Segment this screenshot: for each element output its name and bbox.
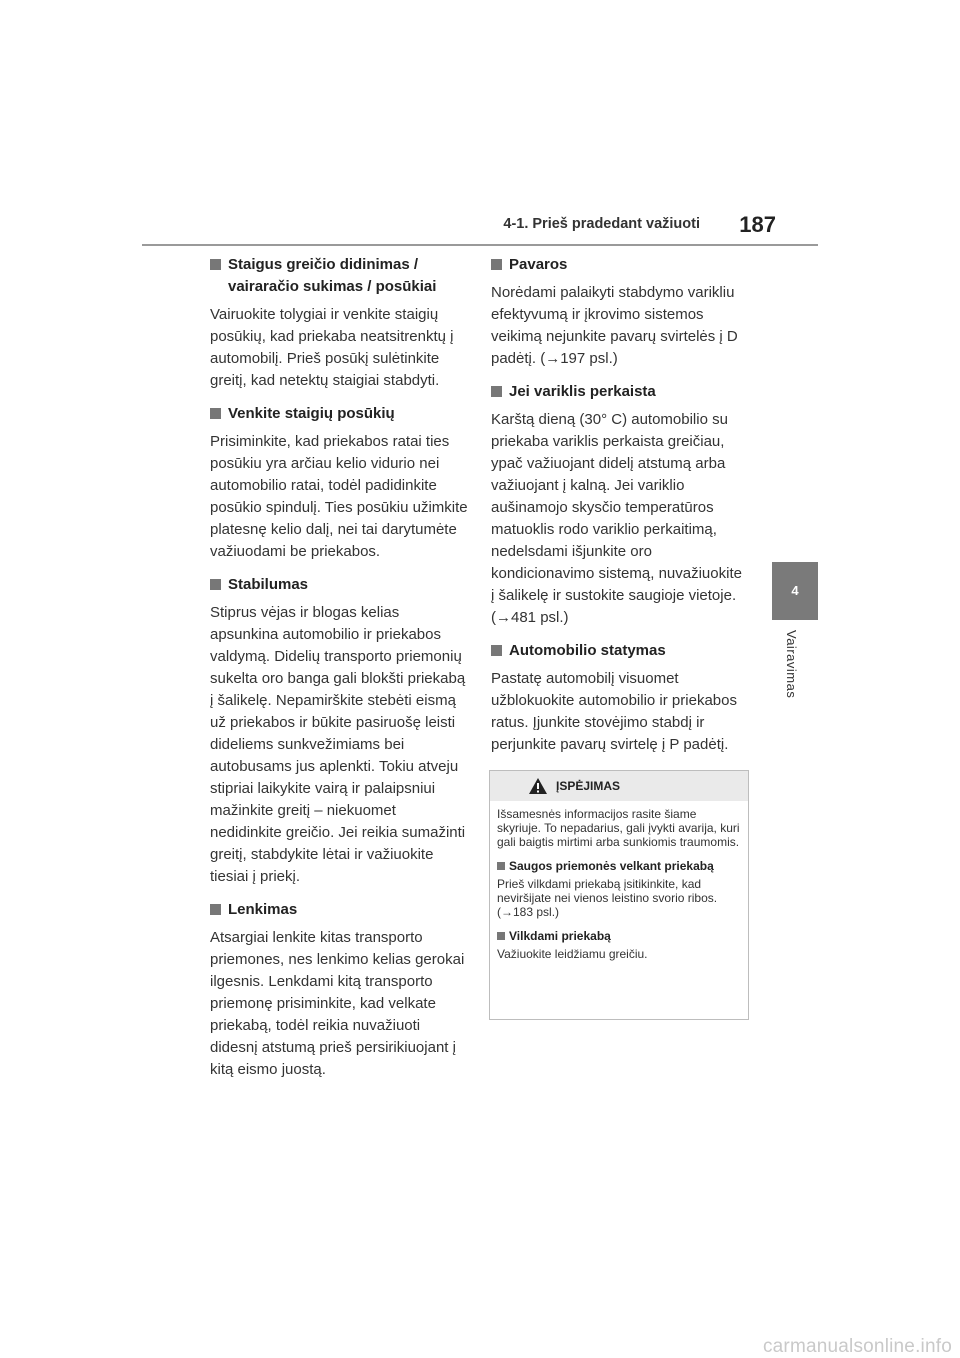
warning-title: ĮSPĖJIMAS	[556, 779, 621, 793]
section-heading: Venkite staigių posūkių	[210, 403, 468, 425]
section-block	[210, 574, 468, 888]
section-block	[491, 381, 749, 629]
warning-item-text: Prieš vilkdami priekabą įsitikinkite, kad neviršijate nei vienos leistino svorio ribos. (→183 psl.)	[497, 877, 718, 919]
section-heading: Jei variklis perkaista	[491, 381, 749, 403]
square-bullet-icon	[491, 645, 502, 656]
section-text: Karštą dieną (30° C) automobilio su priekaba variklis perkaista greičiau, ypač važiuojant didelį atstumą arba važiuojant į kalną. Jei variklio aušinamojo skysčio temperatūros matuoklis rodo variklio perkaitimą, nedelsdami išjunkite oro kondicionavimo sistemą, nuvažiuokite į šalikelę ir sustokite saugioje vietoje. (→481 psl.)	[491, 411, 742, 626]
footer-watermark[interactable]: carmanualsonline.info	[762, 1336, 952, 1357]
section-text: Norėdami palaikyti stabdymo varikliu efektyvumą ir įkrovimo sistemos veikimą nejunkite pavarų svirtelės į D padėtį. (→197 psl.)	[491, 284, 738, 367]
section-text: Vairuokite tolygiai ir venkite staigių posūkių, kad priekaba neatsitrenktų į automobilį. Prieš posūkį sulėtinkite greitį, kad netektų staigiai stabdyti.	[210, 306, 454, 389]
right-column	[491, 254, 749, 767]
square-bullet-icon	[491, 259, 502, 270]
square-bullet-icon	[497, 932, 505, 940]
warning-body	[490, 801, 748, 961]
section-heading: Pavaros	[491, 254, 749, 276]
chapter-tab[interactable]	[772, 562, 818, 620]
chapter-number: 4	[791, 583, 799, 598]
section-block	[491, 640, 749, 756]
square-bullet-icon	[210, 579, 221, 590]
section-block	[210, 403, 468, 563]
section-block	[210, 254, 468, 392]
warning-item-heading: Vilkdami priekabą	[497, 929, 741, 943]
square-bullet-icon	[491, 386, 502, 397]
section-block	[491, 254, 749, 370]
warning-item-heading: Saugos priemonės velkant priekabą	[497, 859, 741, 873]
section-block	[210, 899, 468, 1081]
section-heading: Stabilumas	[210, 574, 468, 596]
warning-intro: Išsamesnės informacijos rasite šiame skyriuje. To nepadarius, gali įvykti avarija, kuri gali baigtis mirtimi arba sunkiomis traumomis.	[497, 807, 740, 849]
square-bullet-icon	[210, 904, 221, 915]
section-text: Atsargiai lenkite kitas transporto priemones, nes lenkimo kelias gerokai ilgesnis. Lenkdami kitą transporto priemonę prisiminkite, kad velkate priekabą, todėl reikia nuvažiuoti didesnį atstumą prieš persirikiuojant į kitą eismo juostą.	[210, 929, 465, 1078]
warning-triangle-icon	[528, 777, 548, 795]
section-text: Prisiminkite, kad priekabos ratai ties posūkiu yra arčiau kelio vidurio nei automobilio ratai, todėl padidinkite posūkio spindulį. Ties posūkiu užimkite platesnę kelio dalį, nei tai darytumėte važiuodami be priekabos.	[210, 433, 468, 560]
section-heading: Staigus greičio didinimas / vairaračio sukimas / posūkiai	[210, 254, 468, 298]
square-bullet-icon	[210, 408, 221, 419]
section-text: Stiprus vėjas ir blogas kelias apsunkina automobilio ir priekabos valdymą. Didelių transporto priemonių sukelta oro banga gali blokšti priekabą į šalikelę. Nepamirškite stebėti eismą už priekabos ir būkite pasiruošę leisti dideliems sunkvežimiams bei autobusams jus aplenkti. Tokiu atveju stipriai laikykite vairą ir palaipsniui mažinkite greitį – niekuomet nedidinkite greičio. Jei reikia sumažinti greitį, stabdykite lėtai ir važiuokite tiesiai į priekį.	[210, 604, 466, 885]
square-bullet-icon	[497, 862, 505, 870]
square-bullet-icon	[210, 259, 221, 270]
section-text: Pastatę automobilį visuomet užblokuokite automobilio ir priekabos ratus. Įjunkite stovėjimo stabdį ir perjunkite pavarų svirtelę į P padėtį.	[491, 670, 737, 753]
section-heading: Automobilio statymas	[491, 640, 749, 662]
warning-header	[490, 771, 748, 801]
warning-item-text: Važiuokite leidžiamu greičiu.	[497, 947, 648, 961]
chapter-title: Vairavimas	[784, 630, 799, 699]
page-number: 187	[739, 212, 776, 237]
section-heading: Lenkimas	[210, 899, 468, 921]
header-rule	[142, 244, 818, 246]
section-title: 4-1. Prieš pradedant važiuoti	[503, 216, 700, 232]
warning-box	[489, 770, 749, 1020]
left-column	[210, 254, 468, 1092]
